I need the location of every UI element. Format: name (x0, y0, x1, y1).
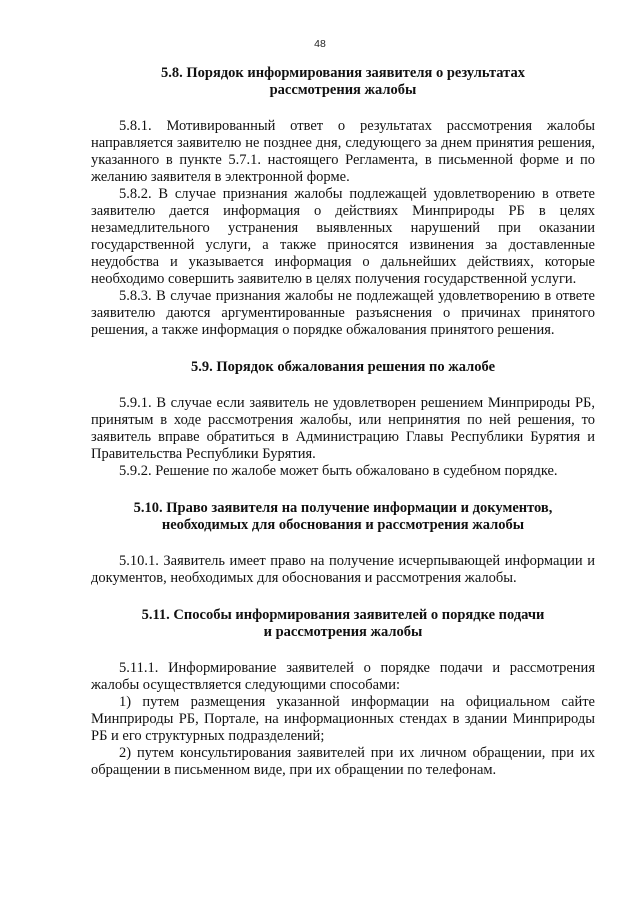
list-item-2: 2) путем консультирования заявителей при их личном обращении, при их обращении в письменном виде, при их обращении по телефонам. (91, 745, 595, 778)
list-item-1: 1) путем размещения указанной информации на официальном сайте Минприроды РБ, Портале, на информационных стендах в здании Минприроды РБ и его структурных подразделений; (91, 694, 595, 744)
document-body (91, 65, 595, 779)
section-title-line: 5.11. Способы информирования заявителей о порядке подачи (141, 607, 545, 623)
paragraph-5-8-1: 5.8.1. Мотивированный ответ о результатах рассмотрения жалобы направляется заявителю не позднее дня, следующего за днем принятия решения, указанного в пункте 5.7.1. настоящего Регламента, в письменной форме и по желанию заявителя в электронной форме. (91, 118, 595, 185)
paragraph-5-9-2: 5.9.2. Решение по жалобе может быть обжаловано в судебном порядке. (119, 463, 558, 479)
section-title-5-10 (91, 500, 595, 534)
section-title-line: 5.10. Право заявителя на получение информации и документов, (133, 500, 553, 516)
section-title-5-11 (91, 607, 595, 641)
section-title-line: 5.9. Порядок обжалования решения по жалобе (190, 359, 496, 375)
section-title-5-8 (91, 65, 595, 99)
page-number: 48 (314, 38, 326, 50)
section-title-line: 5.8. Порядок информирования заявителя о результатах (161, 65, 525, 81)
section-title-5-9 (91, 359, 595, 376)
paragraph-5-11-1: 5.11.1. Информирование заявителей о порядке подачи и рассмотрения жалобы осуществляется следующими способами: (91, 660, 595, 693)
paragraph-5-9-1: 5.9.1. В случае если заявитель не удовлетворен решением Минприроды РБ, принятым в ходе рассмотрения жалобы, или непринятия по ней решения, то заявитель вправе обратиться в Администрацию Главы Республики Бурятия и Правительства Республики Бурятия. (91, 395, 595, 462)
paragraph-5-10-1: 5.10.1. Заявитель имеет право на получение исчерпывающей информации и документов, необходимых для обоснования и рассмотрения жалобы. (91, 553, 595, 586)
paragraph-5-8-3: 5.8.3. В случае признания жалобы не подлежащей удовлетворению в ответе заявителю даются аргументированные разъяснения о причинах принятого решения, а также информация о порядке обжалования принятого решения. (91, 288, 595, 338)
section-title-line: рассмотрения жалобы (269, 82, 417, 98)
section-title-line: и рассмотрения жалобы (263, 624, 423, 640)
section-title-line: необходимых для обоснования и рассмотрения жалобы (161, 517, 525, 533)
paragraph-5-8-2: 5.8.2. В случае признания жалобы подлежащей удовлетворению в ответе заявителю дается информация о действиях Минприроды РБ в целях незамедлительного устранения выявленных нарушений при оказании государственной услуги, а также приносятся извинения за доставленные неудобства и указывается информация о дальнейших действиях, которые необходимо совершить заявителю в целях получения государственной услуги. (91, 186, 595, 287)
